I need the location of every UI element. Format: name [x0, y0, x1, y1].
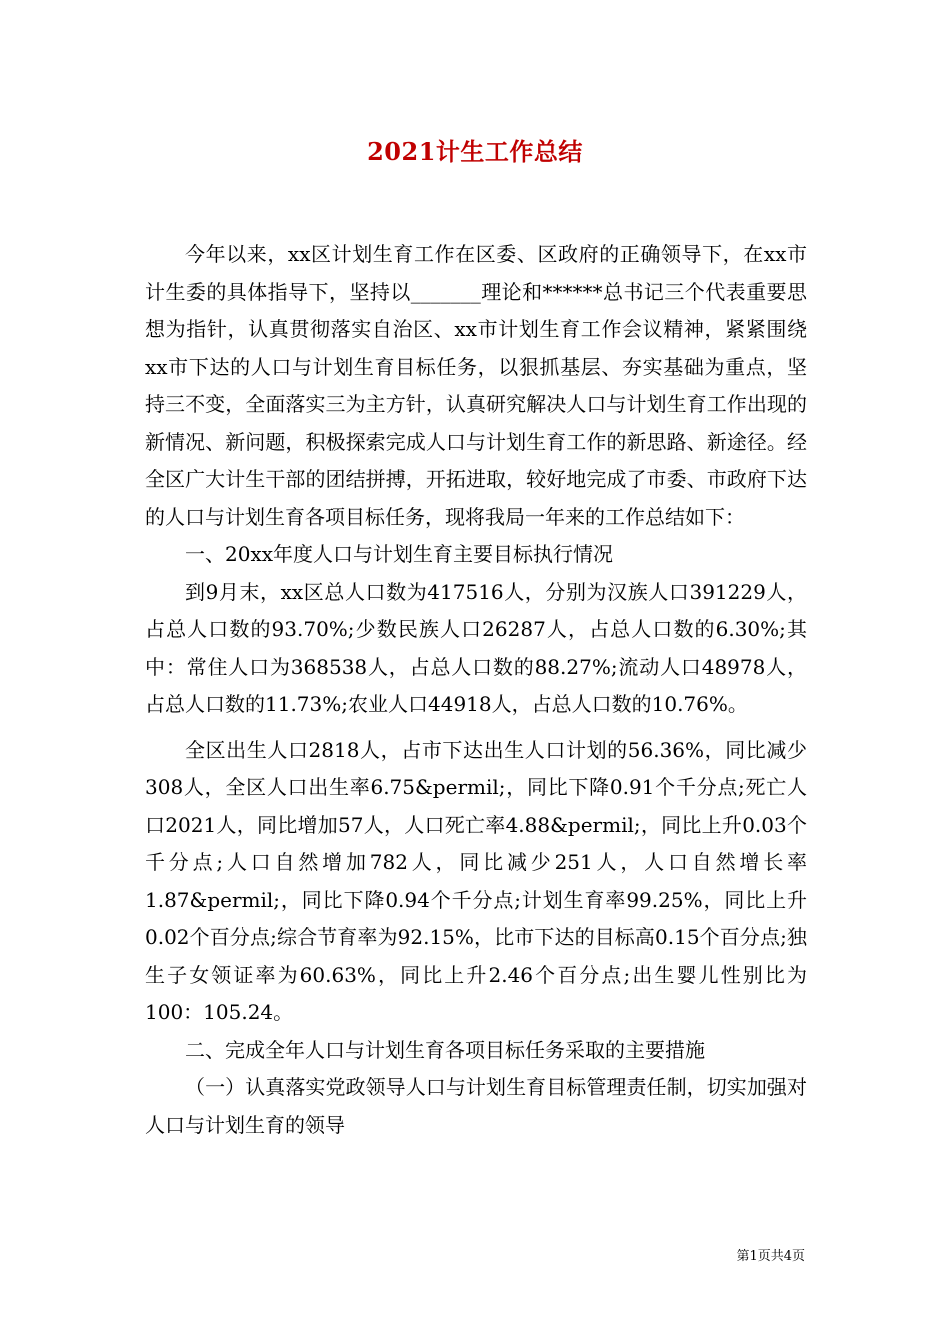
paragraph-births: 全区出生人口2818人，占市下达出生人口计划的56.36%，同比减少308人，全区人口出生率6.75&permil;，同比下降0.91个千分点;死亡人口2021人，同比增加57人，人口死亡率4.88&permil;，同比上升0.03个千分点;人口自然增加782人，同比减少251人，人口自然增长率1.87&permil;，同比下降0.94个千分点;计划生育率99.25%，同比上升0.02个百分点;综合节育率为92.15%，比市下达的目标高0.15个百分点;独生子女领证率为60.63%，同比上升2.46个百分点;出生婴儿性别比为100：105.24。 — [145, 737, 807, 1024]
paragraph-intro: 今年以来，xx区计划生育工作在区委、区政府的正确领导下，在xx市计生委的具体指导下，坚持以_______理论和******总书记三个代表重要思想为指针，认真贯彻落实自治区、xx市计划生育工作会议精神，紧紧围绕xx市下达的人口与计划生育目标任务，以狠抓基层、夯实基础为重点，坚持三不变，全面落实三为主方针，认真研究解决人口与计划生育工作出现的新情况、新问题，积极探索完成人口与计划生育工作的新思路、新途径。经全区广大计生干部的团结拼搏，开拓进取，较好地完成了市委、市政府下达的人口与计划生育各项目标任务，现将我局一年来的工作总结如下： — [145, 242, 807, 529]
subsection-heading-1: （一）认真落实党政领导人口与计划生育目标管理责任制，切实加强对人口与计划生育的领导 — [145, 1075, 807, 1137]
page-number: 第1页共4页 — [736, 1249, 805, 1264]
section-heading-1: 一、20xx年度人口与计划生育主要目标执行情况 — [185, 542, 614, 566]
section-heading-2: 二、完成全年人口与计划生育各项目标任务采取的主要措施 — [185, 1037, 705, 1062]
document-body — [145, 236, 807, 1144]
paragraph-population: 到9月末，xx区总人口数为417516人，分别为汉族人口391229人，占总人口数的93.70%;少数民族人口26287人，占总人口数的6.30%;其中：常住人口为368538人，占总人口数的88.27%;流动人口48978人，占总人口数的11.73%;农业人口44918人，占总人口数的10.76%。 — [145, 579, 807, 716]
document-title: 2021计生工作总结 — [367, 137, 583, 166]
